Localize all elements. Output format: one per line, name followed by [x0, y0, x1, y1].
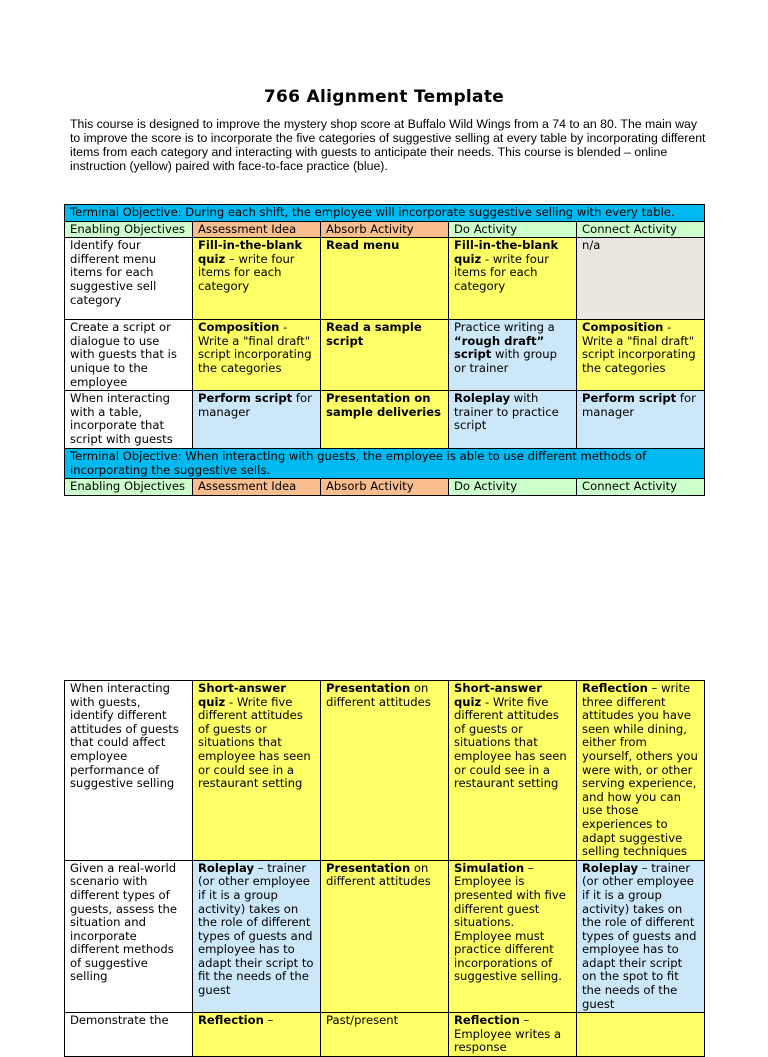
- header-connect-activity: Connect Activity: [577, 479, 705, 496]
- header-do-activity: Do Activity: [449, 221, 577, 238]
- alignment-table-2: [64, 448, 705, 496]
- enabling-objective-cell: Given a real-world scenario with different types of guests, assess the situation and incorporate different methods of suggestive selling: [65, 860, 193, 1013]
- assessment-cell: Short-answer quiz - Write five different attitudes of guests or situations that employee has seen or could see in a restaurant setting: [193, 681, 321, 861]
- do-cell: Fill-in-the-blank quiz - write four items for each category: [449, 238, 577, 320]
- table-row: [65, 681, 705, 861]
- do-cell: Practice writing a “rough draft” script with group or trainer: [449, 320, 577, 391]
- assessment-cell: Perform script for manager: [193, 391, 321, 448]
- assessment-cell: Fill-in-the-blank quiz – write four items for each category: [193, 238, 321, 320]
- connect-cell: Composition - Write a "final draft" script incorporating the categories: [577, 320, 705, 391]
- do-cell: Reflection – Employee writes a response: [449, 1013, 577, 1057]
- header-enabling-objectives: Enabling Objectives: [65, 479, 193, 496]
- enabling-objective-cell: When interacting with a table, incorporate that script with guests: [65, 391, 193, 448]
- table-row: [65, 238, 705, 320]
- do-cell: Short-answer quiz - Write five different attitudes of guests or situations that employee has seen or could see in a restaurant setting: [449, 681, 577, 861]
- intro-paragraph: This course is designed to improve the mystery shop score at Buffalo Wild Wings from a 74 to an 80. The main way to improve the score is to incorporate the five categories of suggestive selling at every table by incorporating different items from each category and interacting with guests to anticipate their needs. This course is blended – online instruction (yellow) paired with face-to-face practice (blue).: [70, 117, 706, 173]
- table-row: [65, 320, 705, 391]
- absorb-cell: Read a sample script: [321, 320, 449, 391]
- connect-cell: Perform script for manager: [577, 391, 705, 448]
- alignment-table-3: [64, 680, 705, 1057]
- terminal-objective-1: Terminal Objective: During each shift, the employee will incorporate suggestive selling with every table.: [65, 205, 705, 222]
- header-connect-activity: Connect Activity: [577, 221, 705, 238]
- page-title: 766 Alignment Template: [263, 87, 505, 107]
- absorb-cell: Presentation on different attitudes: [321, 860, 449, 1013]
- alignment-table-1: [64, 204, 705, 449]
- enabling-objective-cell: Identify four different menu items for each suggestive sell category: [65, 238, 193, 320]
- do-cell: Simulation – Employee is presented with five different guest situations. Employee must practice different incorporations of suggestive selling.: [449, 860, 577, 1013]
- enabling-objective-cell: When interacting with guests, identify different attitudes of guests that could affect employee performance of suggestive selling: [65, 681, 193, 861]
- connect-cell: [577, 1013, 705, 1057]
- table-row: [65, 391, 705, 448]
- header-assessment-idea: Assessment Idea: [193, 479, 321, 496]
- connect-cell: n/a: [577, 238, 705, 320]
- table-row: [65, 1013, 705, 1057]
- header-absorb-activity: Absorb Activity: [321, 221, 449, 238]
- assessment-cell: Reflection –: [193, 1013, 321, 1057]
- assessment-cell: Roleplay – trainer (or other employee if it is a group activity) takes on the role of different types of guests and employee has to adapt their script to fit the needs of the guest: [193, 860, 321, 1013]
- connect-cell: Roleplay – trainer (or other employee if it is a group activity) takes on the role of different types of guests and employee has to adapt their script on the spot to fit the needs of the guest: [577, 860, 705, 1013]
- header-enabling-objectives: Enabling Objectives: [65, 221, 193, 238]
- enabling-objective-cell: Create a script or dialogue to use with guests that is unique to the employee: [65, 320, 193, 391]
- assessment-cell: Composition - Write a "final draft" script incorporating the categories: [193, 320, 321, 391]
- absorb-cell: Presentation on sample deliveries: [321, 391, 449, 448]
- absorb-cell: Read menu: [321, 238, 449, 320]
- absorb-cell: Presentation on different attitudes: [321, 681, 449, 861]
- do-cell: Roleplay with trainer to practice script: [449, 391, 577, 448]
- header-absorb-activity: Absorb Activity: [321, 479, 449, 496]
- absorb-cell: Past/present: [321, 1013, 449, 1057]
- terminal-objective-2: Terminal Objective: When interacting with guests, the employee is able to use different methods of incorporating the suggestive sells.: [65, 449, 705, 479]
- header-assessment-idea: Assessment Idea: [193, 221, 321, 238]
- table-row: [65, 860, 705, 1013]
- header-do-activity: Do Activity: [449, 479, 577, 496]
- enabling-objective-cell: Demonstrate the: [65, 1013, 193, 1057]
- connect-cell: Reflection – write three different attitudes you have seen while dining, either from yourself, others you were with, or other serving experience, and how you can use those experiences to adapt suggestive selling techniques: [577, 681, 705, 861]
